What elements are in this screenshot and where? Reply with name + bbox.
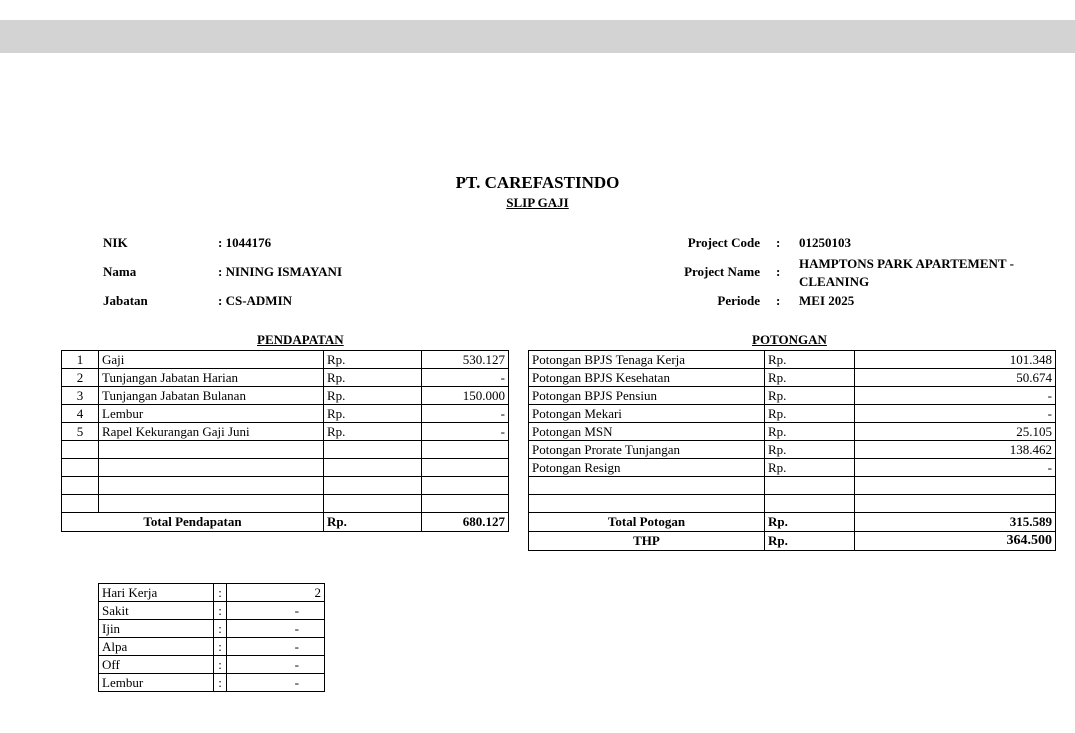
jabatan-value: : CS-ADMIN	[218, 293, 293, 308]
attendance-sep: :	[214, 584, 227, 602]
table-row	[529, 441, 1056, 459]
table-row	[529, 423, 1056, 441]
periode-sep: :	[776, 293, 781, 308]
empty-row	[62, 477, 509, 495]
table-row	[62, 369, 509, 387]
currency: Rp.	[324, 423, 422, 441]
deduction-value: 101.348	[855, 351, 1056, 369]
attendance-sep: :	[214, 620, 227, 638]
table-row	[99, 656, 325, 674]
income-value: -	[422, 369, 509, 387]
total-potongan-value: 315.589	[855, 513, 1056, 532]
table-row	[62, 423, 509, 441]
attendance-value: -	[227, 638, 325, 656]
total-pendapatan-value: 680.127	[422, 513, 509, 532]
project-code-label: Project Code	[687, 235, 760, 250]
nik-value: : 1044176	[218, 235, 272, 250]
thp-label: THP	[529, 532, 765, 551]
total-pendapatan-currency: Rp.	[324, 513, 422, 532]
nama-label: Nama	[103, 264, 137, 279]
deduction-label: Potongan BPJS Pensiun	[529, 387, 765, 405]
deduction-label: Potongan BPJS Tenaga Kerja	[529, 351, 765, 369]
currency: Rp.	[765, 387, 855, 405]
thp-currency: Rp.	[765, 532, 855, 551]
project-code-value: 01250103	[799, 235, 851, 250]
table-row	[62, 405, 509, 423]
attendance-sep: :	[214, 602, 227, 620]
income-value: 150.000	[422, 387, 509, 405]
attendance-table	[98, 583, 325, 692]
table-row	[529, 459, 1056, 477]
table-row	[529, 351, 1056, 369]
attendance-value: 2	[227, 584, 325, 602]
currency: Rp.	[765, 369, 855, 387]
currency: Rp.	[324, 387, 422, 405]
potongan-table	[528, 350, 1056, 551]
currency: Rp.	[765, 405, 855, 423]
deduction-value: -	[855, 459, 1056, 477]
income-label: Lembur	[99, 405, 324, 423]
attendance-value: -	[227, 620, 325, 638]
income-label: Tunjangan Jabatan Harian	[99, 369, 324, 387]
deduction-label: Potongan Mekari	[529, 405, 765, 423]
project-name-value-line1: HAMPTONS PARK APARTEMENT -	[799, 256, 1014, 271]
periode-label: Periode	[717, 293, 760, 308]
income-value: -	[422, 423, 509, 441]
attendance-value: -	[227, 656, 325, 674]
attendance-sep: :	[214, 656, 227, 674]
currency: Rp.	[765, 423, 855, 441]
total-potongan-row	[529, 513, 1056, 532]
table-row	[99, 638, 325, 656]
deduction-label: Potongan Prorate Tunjangan	[529, 441, 765, 459]
attendance-sep: :	[214, 638, 227, 656]
currency: Rp.	[324, 351, 422, 369]
empty-row	[62, 459, 509, 477]
periode-value: MEI 2025	[799, 293, 855, 308]
table-row	[99, 620, 325, 638]
currency: Rp.	[765, 459, 855, 477]
attendance-sep: :	[214, 674, 227, 692]
currency: Rp.	[765, 351, 855, 369]
viewer-toolbar	[0, 20, 1075, 53]
deduction-label: Potongan BPJS Kesehatan	[529, 369, 765, 387]
table-row	[62, 387, 509, 405]
row-number: 1	[62, 351, 99, 369]
income-label: Tunjangan Jabatan Bulanan	[99, 387, 324, 405]
deduction-value: 25.105	[855, 423, 1056, 441]
total-pendapatan-label: Total Pendapatan	[62, 513, 324, 532]
total-potongan-label: Total Potogan	[529, 513, 765, 532]
attendance-label: Ijin	[99, 620, 214, 638]
attendance-label: Hari Kerja	[99, 584, 214, 602]
currency: Rp.	[765, 441, 855, 459]
table-row	[99, 602, 325, 620]
project-name-sep: :	[776, 264, 781, 279]
table-row	[99, 674, 325, 692]
nama-value: : NINING ISMAYANI	[218, 264, 343, 279]
nik-label: NIK	[103, 235, 128, 250]
income-label: Rapel Kekurangan Gaji Juni	[99, 423, 324, 441]
project-name-value-line2: CLEANING	[799, 274, 870, 289]
empty-row	[529, 495, 1056, 513]
attendance-value: -	[227, 674, 325, 692]
total-pendapatan-row	[62, 513, 509, 532]
attendance-label: Off	[99, 656, 214, 674]
income-label: Gaji	[99, 351, 324, 369]
total-potongan-currency: Rp.	[765, 513, 855, 532]
empty-row	[529, 477, 1056, 495]
row-number: 3	[62, 387, 99, 405]
currency: Rp.	[324, 405, 422, 423]
table-row	[99, 584, 325, 602]
jabatan-label: Jabatan	[103, 293, 148, 308]
project-code-sep: :	[776, 235, 781, 250]
table-row	[529, 405, 1056, 423]
row-number: 5	[62, 423, 99, 441]
table-row	[529, 369, 1056, 387]
empty-row	[62, 495, 509, 513]
pendapatan-table	[61, 350, 509, 532]
company-name: PT. CAREFASTINDO	[455, 173, 620, 192]
deduction-label: Potongan MSN	[529, 423, 765, 441]
income-value: -	[422, 405, 509, 423]
deduction-value: 50.674	[855, 369, 1056, 387]
deduction-value: 138.462	[855, 441, 1056, 459]
attendance-label: Alpa	[99, 638, 214, 656]
deduction-value: -	[855, 405, 1056, 423]
attendance-value: -	[227, 602, 325, 620]
project-name-label: Project Name	[684, 264, 760, 279]
table-row	[62, 351, 509, 369]
deduction-label: Potongan Resign	[529, 459, 765, 477]
row-number: 2	[62, 369, 99, 387]
potongan-title: POTONGAN	[752, 332, 827, 347]
pendapatan-title: PENDAPATAN	[257, 332, 344, 347]
attendance-label: Lembur	[99, 674, 214, 692]
row-number: 4	[62, 405, 99, 423]
thp-value: 364.500	[855, 532, 1056, 551]
attendance-label: Sakit	[99, 602, 214, 620]
income-value: 530.127	[422, 351, 509, 369]
thp-row	[529, 532, 1056, 551]
deduction-value: -	[855, 387, 1056, 405]
currency: Rp.	[324, 369, 422, 387]
table-row	[529, 387, 1056, 405]
empty-row	[62, 441, 509, 459]
document-title: SLIP GAJI	[506, 195, 569, 210]
